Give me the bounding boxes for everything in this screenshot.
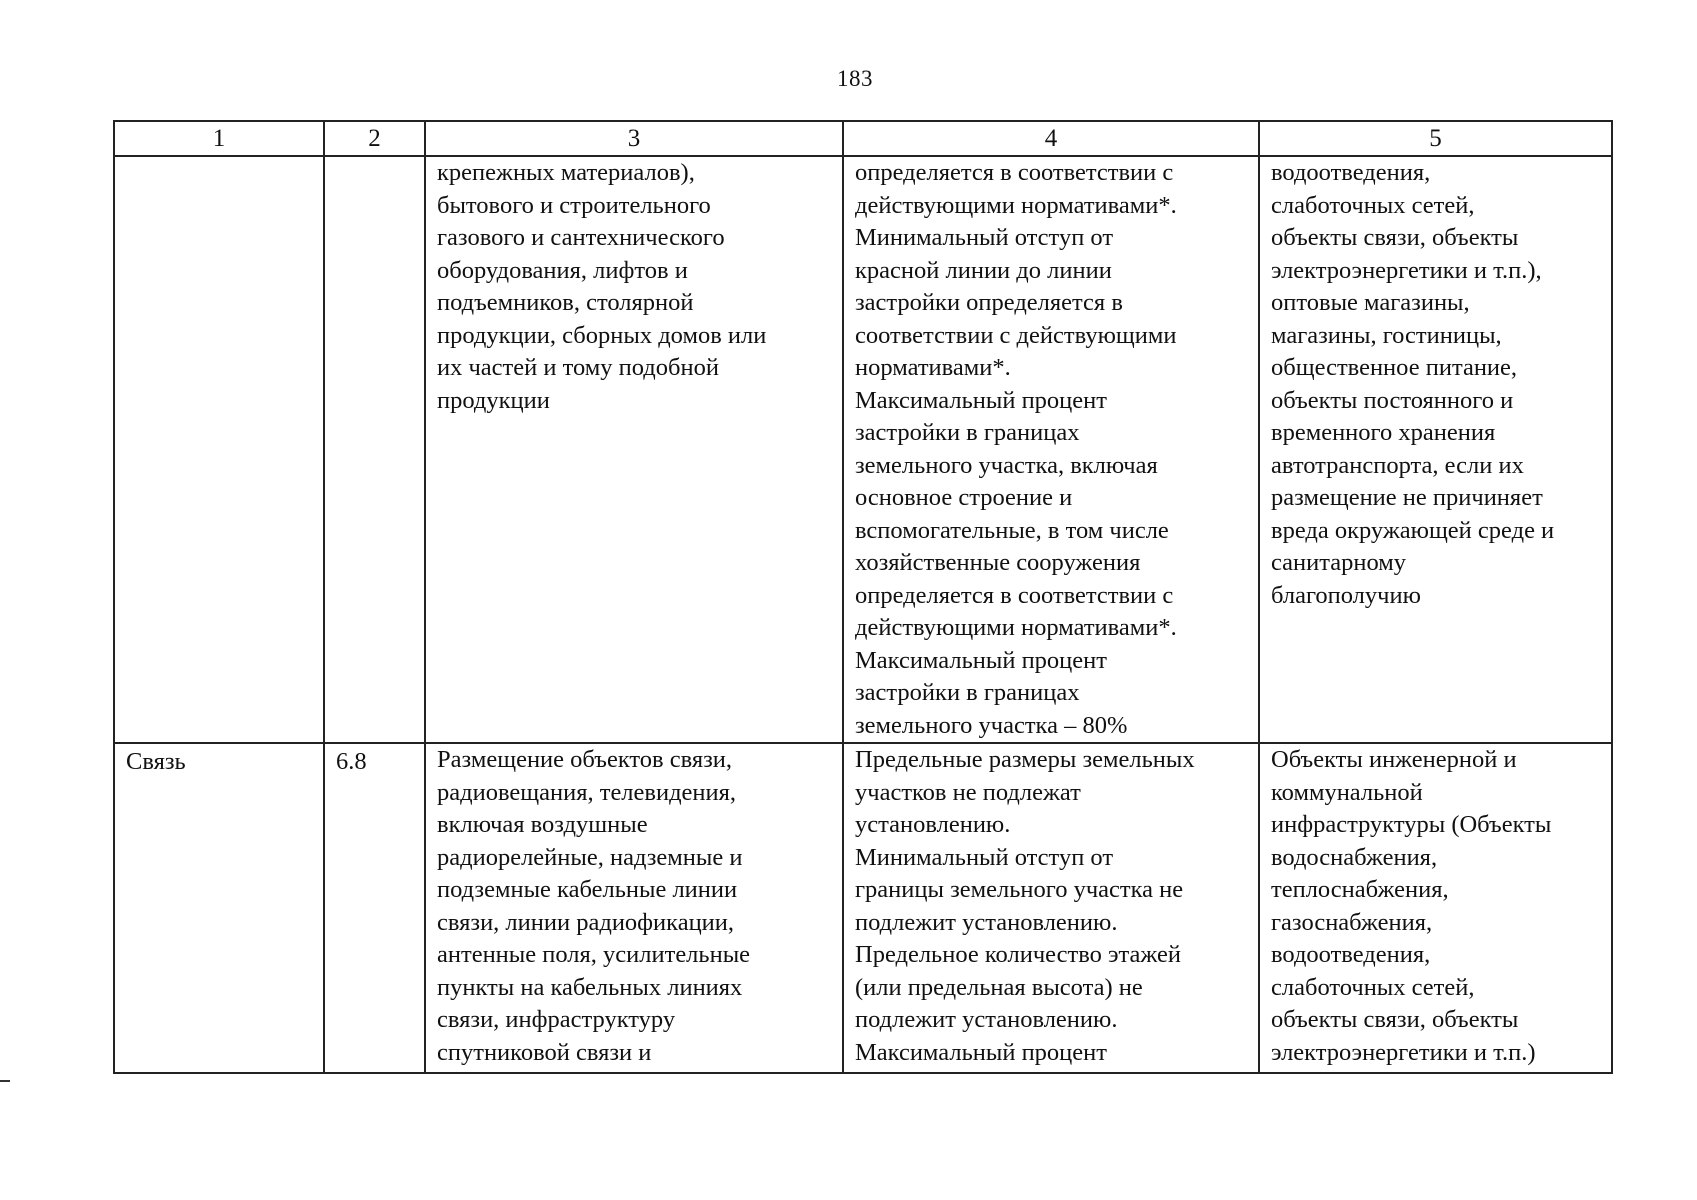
cell-text-line: (или предельная высота) не [855,973,1143,1001]
cell-text-line: электроэнергетики и т.п.), [1271,256,1542,284]
cell-text-line: определяется в соответствии с [855,581,1174,609]
cell-text-line: продукции [437,386,550,414]
cell-auxiliary-uses [1259,156,1612,743]
cell-text-line: продукции, сборных домов или [437,321,767,349]
cell-text-line: определяется в соответствии с [855,159,1174,186]
cell-text-line: автотранспорта, если их [1271,451,1524,479]
cell-text-line: Объекты инженерной и [1271,746,1517,773]
cell-text-line: радиовещания, телевидения, [437,778,737,806]
cell-text-line: временного хранения [1271,419,1496,446]
table-row [114,156,1612,743]
cell-text-line: слаботочных сетей, [1271,191,1475,219]
cell-text-line: включая воздушные [437,811,648,838]
cell-description [425,156,843,743]
cell-text-line: радиорелейные, надземные и [437,843,743,871]
cell-text-line: застройки в границах [855,419,1080,446]
cell-parameters [843,156,1259,743]
cell-text-line: вспомогательные, в том числе [855,516,1169,544]
page-number: 183 [837,66,873,91]
cell-text-line: земельного участка, включая [855,451,1158,479]
cell-text-line: их частей и тому подобной [437,354,719,381]
cell-text-line: границы земельного участка не [855,876,1184,903]
cell-text-line: бытового и строительного [437,191,711,219]
cell-text-line: Максимальный процент [855,646,1107,674]
cell-text-line: антенные поля, усилительные [437,941,751,968]
regulations-table [113,120,1613,1074]
cell-parameters [843,743,1259,1073]
cell-text-line: земельного участка – 80% [855,711,1128,739]
cell-text-line: водоснабжения, [1271,843,1438,871]
cell-text-line: хозяйственные сооружения [855,549,1141,576]
cell-text-line: инфраструктуры (Объекты [1271,811,1552,838]
cell-description [425,743,843,1073]
cell-text-line: объекты связи, объекты [1271,224,1519,251]
cell-text-line: общественное питание, [1271,354,1518,381]
cell-text-line: Минимальный отступ от [855,224,1114,251]
cell-text-line: связи, инфраструктуру [437,1006,676,1033]
cell-land-use-type [114,156,324,743]
table-row [114,743,1612,1073]
cell-auxiliary-uses [1259,743,1612,1073]
cell-text-line: установлению. [855,811,1011,838]
cell-text-line: электроэнергетики и т.п.) [1271,1038,1536,1066]
cell-text-line: газового и сантехнического [437,224,725,251]
cell-text-line: объекты постоянного и [1271,386,1514,414]
cell-text-line: застройки в границах [855,679,1080,706]
cell-text-line: благополучию [1271,581,1421,609]
cell-text-line: подземные кабельные линии [437,876,738,903]
cell-text-line: подлежит установлению. [855,908,1118,936]
cell-text-line: Максимальный процент [855,386,1107,414]
cell-text-line: водоотведения, [1271,159,1431,186]
column-header-4: 4 [843,121,1259,156]
column-header-3: 3 [425,121,843,156]
cell-text-line: крепежных материалов), [437,159,695,186]
cell-land-use-type: Связь [114,743,324,1073]
cell-text-line: соответствии с действующими [855,321,1177,349]
cell-text-line: размещение не причиняет [1271,484,1543,511]
cell-text-line: красной линии до линии [855,256,1112,284]
cell-text-line: связи, линии радиофикации, [437,908,735,936]
cell-text-line: оптовые магазины, [1271,289,1470,316]
cell-text-line: слаботочных сетей, [1271,973,1475,1001]
cell-text-line: Минимальный отступ от [855,843,1114,871]
scan-edge-mark [0,1080,10,1082]
table-header-row [114,121,1612,156]
cell-text-line: газоснабжения, [1271,908,1433,936]
cell-text-line: Максимальный процент [855,1038,1107,1066]
column-header-5: 5 [1259,121,1612,156]
cell-text-line: нормативами*. [855,354,1011,381]
cell-code: 6.8 [324,743,425,1073]
cell-text-line: действующими нормативами*. [855,191,1177,219]
cell-text-line: санитарному [1271,549,1407,576]
cell-text-line: действующими нормативами*. [855,614,1177,641]
cell-text-line: магазины, гостиницы, [1271,321,1502,349]
cell-text-line: вреда окружающей среде и [1271,516,1555,544]
cell-text-line: участков не подлежат [855,778,1081,806]
column-header-2: 2 [324,121,425,156]
cell-text-line: подлежит установлению. [855,1006,1118,1033]
cell-text-line: застройки определяется в [855,289,1123,316]
cell-text-line: коммунальной [1271,778,1423,806]
cell-text-line: подъемников, столярной [437,289,694,316]
cell-text-line: основное строение и [855,484,1073,511]
cell-text-line: оборудования, лифтов и [437,256,688,284]
cell-text-line: Размещение объектов связи, [437,746,733,773]
cell-code [324,156,425,743]
cell-text-line: спутниковой связи и [437,1038,652,1066]
column-header-1: 1 [114,121,324,156]
cell-text-line: пункты на кабельных линиях [437,973,743,1001]
cell-text-line: теплоснабжения, [1271,876,1449,903]
cell-text-line: водоотведения, [1271,941,1431,968]
cell-text-line: Предельные размеры земельных [855,746,1195,773]
cell-text-line: объекты связи, объекты [1271,1006,1519,1033]
cell-text-line: Предельное количество этажей [855,941,1181,968]
